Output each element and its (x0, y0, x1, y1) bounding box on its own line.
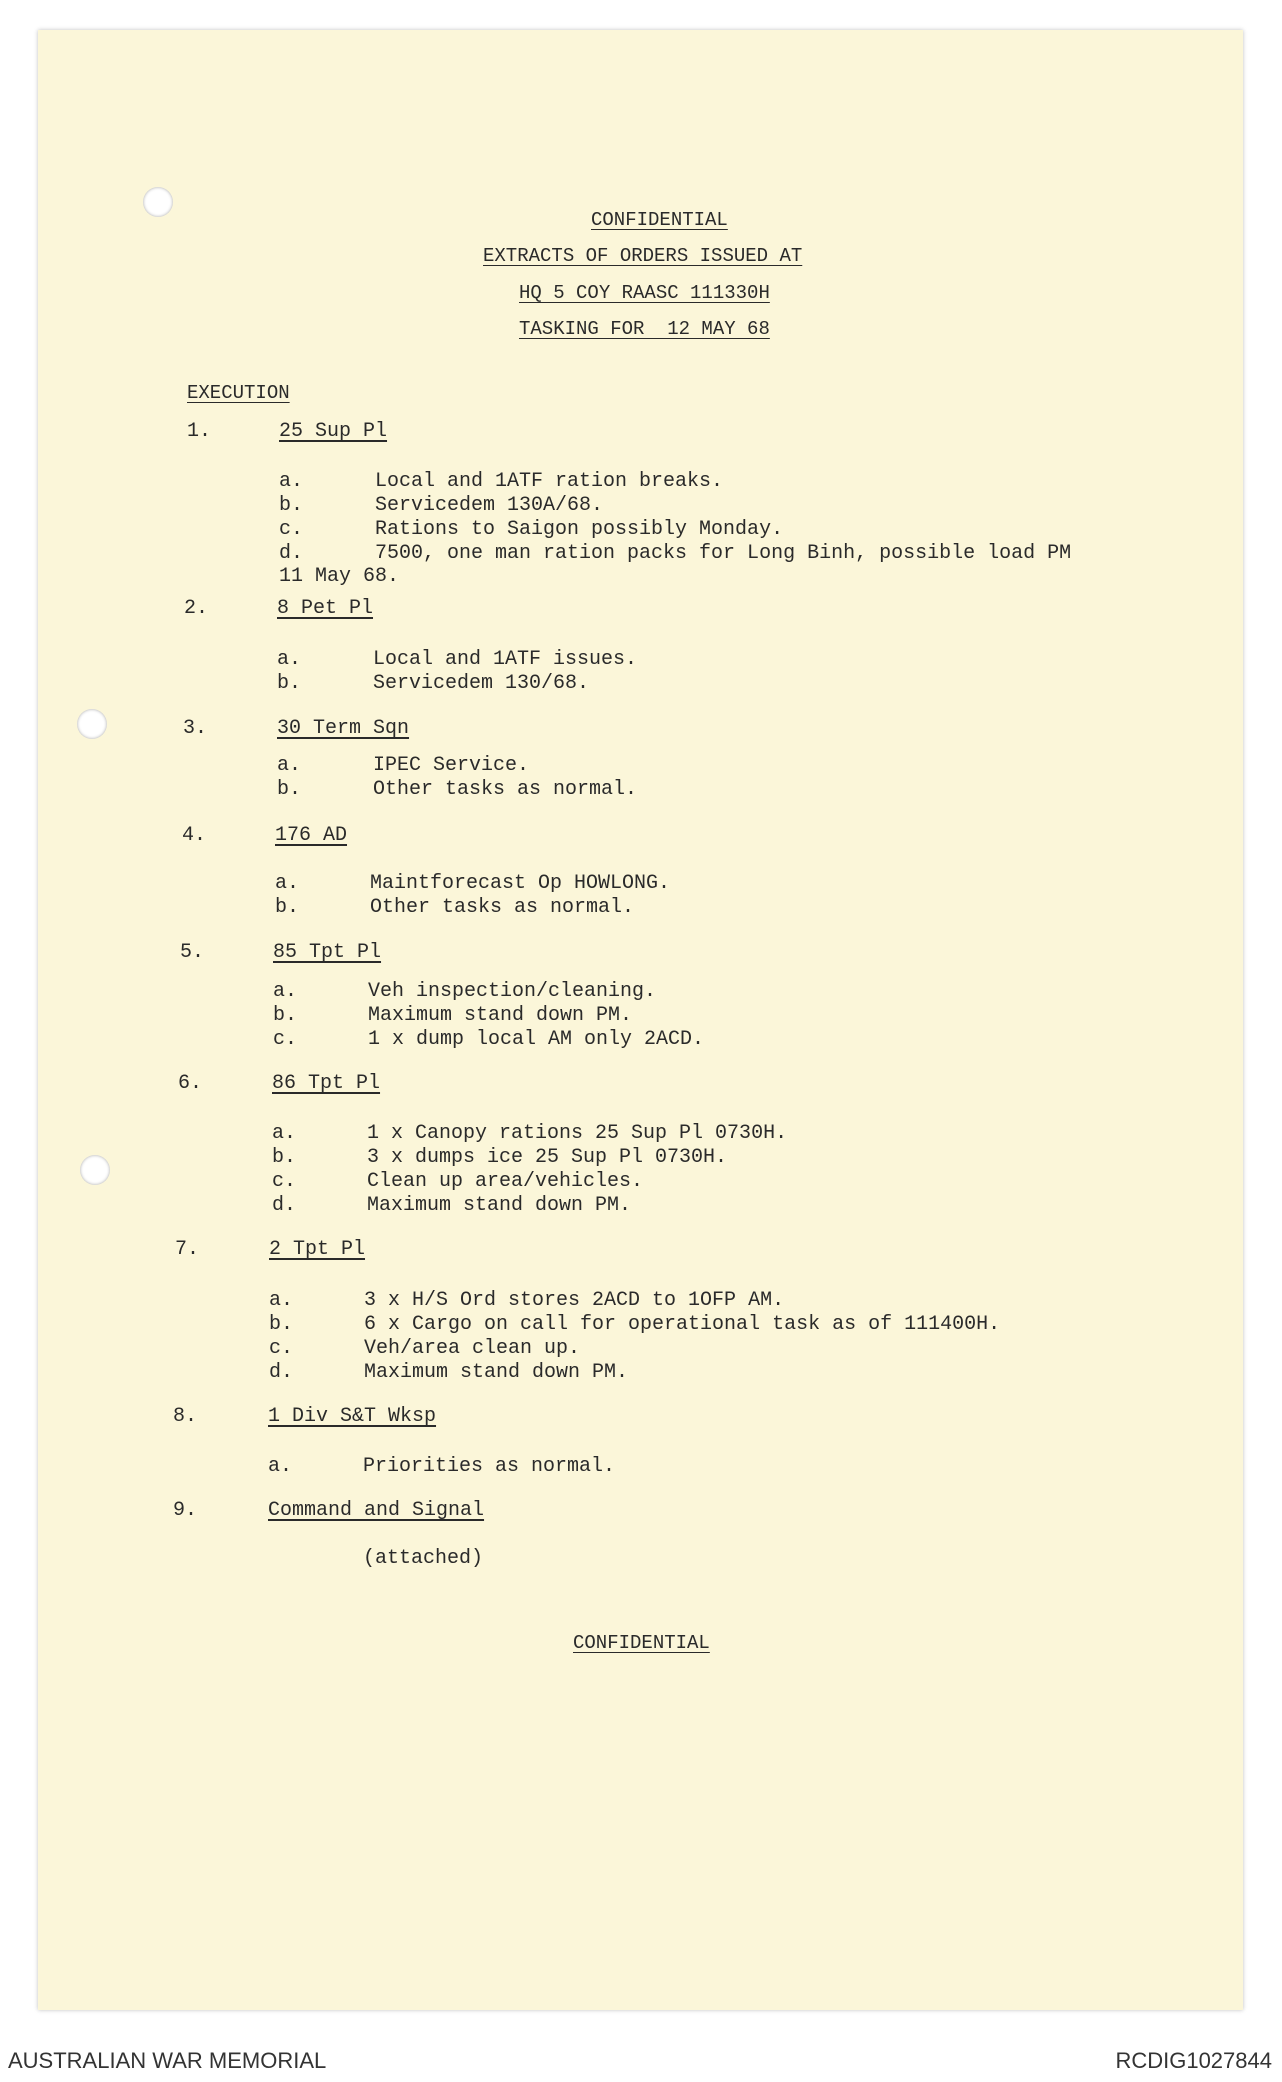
bottom-confidential: CONFIDENTIAL (573, 1632, 710, 1654)
section-title: 25 Sup Pl (279, 420, 388, 443)
section-number: 5. (180, 941, 205, 964)
section-title: 86 Tpt Pl (272, 1072, 381, 1095)
item-letter: c. (279, 518, 304, 541)
punch-hole-middle (77, 709, 107, 739)
section-title: 2 Tpt Pl (269, 1238, 366, 1261)
section-number: 8. (173, 1405, 198, 1428)
item-text: Other tasks as normal. (370, 896, 635, 919)
punch-hole-bottom (80, 1155, 110, 1185)
item-letter: c. (269, 1337, 294, 1360)
item-letter: a. (277, 648, 302, 671)
item-text: Maximum stand down PM. (364, 1361, 629, 1384)
item-text: Servicedem 130/68. (373, 672, 590, 695)
item-letter: a. (279, 470, 304, 493)
section-number: 3. (183, 717, 208, 740)
header-tasking: TASKING FOR 12 MAY 68 (519, 318, 770, 340)
item-text: Maximum stand down PM. (368, 1004, 633, 1027)
item-text: Veh inspection/cleaning. (368, 980, 657, 1003)
item-text: Maintforecast Op HOWLONG. (370, 872, 671, 895)
item-letter: d. (279, 542, 304, 565)
execution-heading: EXECUTION (187, 382, 290, 404)
item-text: Local and 1ATF issues. (373, 648, 638, 671)
item-text: IPEC Service. (373, 754, 530, 777)
section-title: Command and Signal (268, 1499, 485, 1522)
item-text: 1 x dump local AM only 2ACD. (368, 1028, 705, 1051)
punch-hole-top (143, 187, 173, 217)
item-letter: b. (272, 1146, 297, 1169)
section-title: 1 Div S&T Wksp (268, 1405, 437, 1428)
item-text: 7500, one man ration packs for Long Binh, possible load PM (375, 542, 1072, 565)
item-letter: c. (273, 1028, 298, 1051)
item-letter: a. (277, 754, 302, 777)
item-text: Maximum stand down PM. (367, 1194, 632, 1217)
item-letter: a. (273, 980, 298, 1003)
item-text: Veh/area clean up. (364, 1337, 581, 1360)
item-text: 3 x H/S Ord stores 2ACD to 1OFP AM. (364, 1289, 785, 1312)
item-letter: a. (269, 1289, 294, 1312)
item-letter: c. (272, 1170, 297, 1193)
item-letter: b. (275, 896, 300, 919)
item-letter: a. (272, 1122, 297, 1145)
item-continuation: 11 May 68. (279, 565, 400, 588)
item-text: Clean up area/vehicles. (367, 1170, 644, 1193)
section-title: 176 AD (275, 824, 348, 847)
item-text: 3 x dumps ice 25 Sup Pl 0730H. (367, 1146, 728, 1169)
section-number: 6. (178, 1072, 203, 1095)
item-text: Rations to Saigon possibly Monday. (375, 518, 784, 541)
item-letter: b. (277, 778, 302, 801)
header-confidential: CONFIDENTIAL (591, 209, 728, 231)
section-number: 2. (184, 597, 209, 620)
item-letter: d. (269, 1361, 294, 1384)
item-letter: a. (275, 872, 300, 895)
section-number: 1. (187, 420, 212, 443)
item-text: Priorities as normal. (363, 1455, 616, 1478)
section-number: 4. (182, 824, 207, 847)
item-text: Local and 1ATF ration breaks. (375, 470, 724, 493)
item-letter: b. (269, 1313, 294, 1336)
item-letter: b. (277, 672, 302, 695)
item-letter: b. (273, 1004, 298, 1027)
item-text: Servicedem 130A/68. (375, 494, 604, 517)
section-title: 85 Tpt Pl (273, 941, 382, 964)
attached-note: (attached) (363, 1547, 484, 1570)
section-title: 30 Term Sqn (277, 717, 410, 740)
item-text: 6 x Cargo on call for operational task as of 111400H. (364, 1313, 1001, 1336)
footer-record-id: RCDIG1027844 (1115, 2048, 1272, 2073)
item-text: 1 x Canopy rations 25 Sup Pl 0730H. (367, 1122, 788, 1145)
section-number: 9. (173, 1499, 198, 1522)
section-title: 8 Pet Pl (277, 597, 374, 620)
header-extracts: EXTRACTS OF ORDERS ISSUED AT (483, 245, 803, 267)
header-hq: HQ 5 COY RAASC 111330H (519, 282, 770, 304)
item-text: Other tasks as normal. (373, 778, 638, 801)
item-letter: a. (268, 1455, 293, 1478)
item-letter: d. (272, 1194, 297, 1217)
item-letter: b. (279, 494, 304, 517)
footer-source: AUSTRALIAN WAR MEMORIAL (8, 2048, 327, 2073)
section-number: 7. (175, 1238, 200, 1261)
